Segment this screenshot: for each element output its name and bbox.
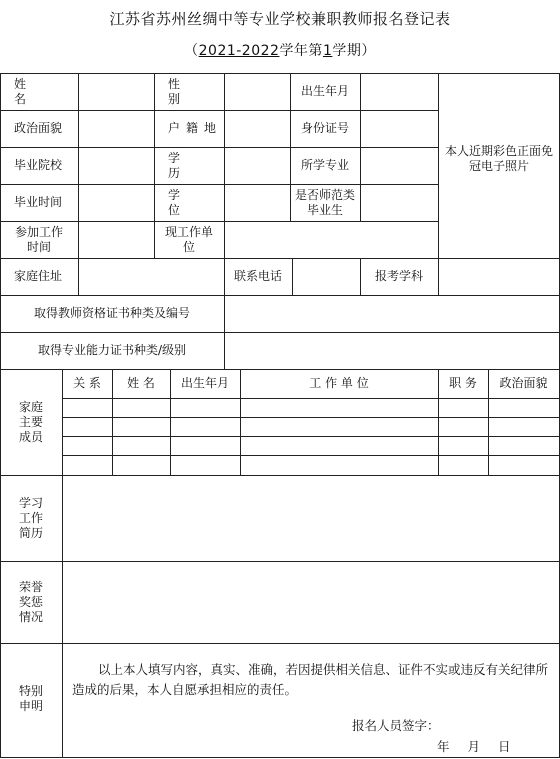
label-political: 政治面貌 [14,121,63,135]
label-family: 家庭主要成员 [18,399,43,444]
declaration-text: 以上本人填写内容，真实、准确，若因提供相关信息、证件不实或违反有关纪律所造成的后果，本人自愿承担相应的责任。 [72,662,549,697]
family-header-birth: 出生年月 [180,376,229,390]
signature-label: 报名人员签字： [352,718,440,733]
label-gender: 性 别 [168,76,195,106]
term-close: 学期） [332,43,376,59]
label-normal-grad: 是否师范类毕业生 [294,187,355,217]
term-number: 1 [322,43,333,59]
term-years: 2021-2022 [198,43,280,59]
label-work-start: 参加工作时间 [14,224,63,254]
label-grad-time: 毕业时间 [14,195,63,209]
label-id-number: 身份证号 [300,121,349,135]
label-skill-cert: 取得专业能力证书种类/级别 [37,343,187,357]
family-header-political: 政治面貌 [499,376,548,390]
date-label: 年 月 日 [437,739,511,754]
label-phone: 联系电话 [233,269,282,283]
label-major: 所学专业 [300,158,349,172]
label-hukou: 户籍地 [168,121,223,135]
label-teacher-cert: 取得教师资格证书种类及编号 [33,306,190,320]
label-current-unit: 现工作单位 [164,224,213,254]
label-school: 毕业院校 [14,158,63,172]
label-birth: 出生年月 [300,84,349,98]
label-declaration: 特别申明 [18,684,43,713]
term-mid: 学年第 [279,43,323,59]
family-header-name: 姓 名 [127,376,155,390]
family-header-position: 职 务 [449,376,477,390]
family-header-relation: 关 系 [73,376,101,390]
label-name: 姓 名 [14,76,41,106]
label-honors: 荣誉奖惩情况 [18,579,43,624]
form-title: 江苏省苏州丝绸中等专业学校兼职教师报名登记表 [109,10,451,28]
label-education: 学 历 [168,150,195,180]
label-degree: 学 位 [168,187,195,217]
label-address: 家庭住址 [14,269,63,283]
term-open: （ [184,43,199,59]
label-subject: 报考学科 [374,269,423,283]
photo-placeholder: 本人近期彩色正面免冠电子照片 [444,144,553,173]
academic-term [0,40,560,60]
label-resume: 学习工作简历 [18,495,43,540]
family-header-unit: 工 作 单 位 [309,376,369,390]
